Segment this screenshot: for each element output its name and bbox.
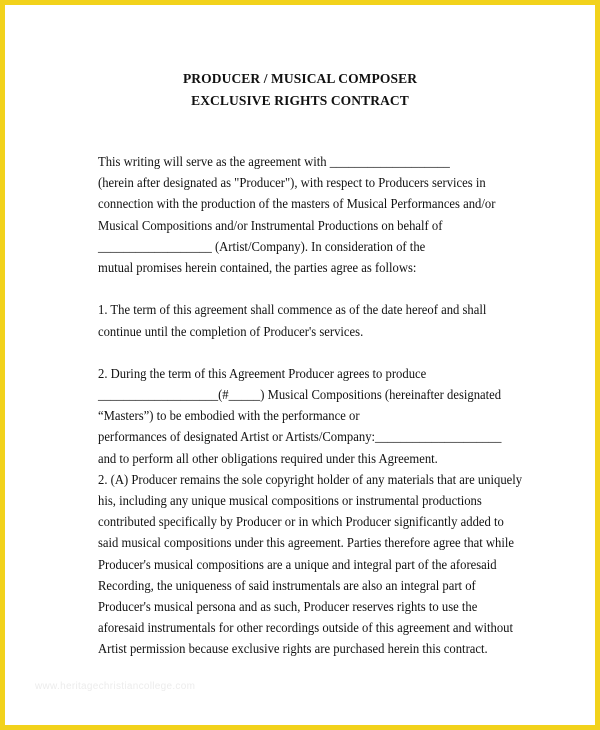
intro-line: (herein after designated as "Producer"), with respect to Producers services in xyxy=(98,175,486,191)
intro-paragraph xyxy=(98,151,507,278)
clause-2-line: “Masters”) to be embodied with the performance or xyxy=(98,408,360,424)
intro-line: connection with the production of the masters of Musical Performances and/or xyxy=(98,196,496,212)
clause-2a-line: his, including any unique musical compositions or instrumental productions xyxy=(98,493,482,508)
intro-line: This writing will serve as the agreement with ___________________ xyxy=(98,154,450,169)
clause-2-line: 2. During the term of this Agreement Producer agrees to produce xyxy=(98,365,427,381)
clause-2a-line: aforesaid instrumentals for other recordings outside of this agreement and without xyxy=(98,620,513,636)
clause-1-paragraph xyxy=(98,299,507,341)
clause-2a-line: Artist permission because exclusive rights are purchased herein this contract. xyxy=(98,641,488,657)
clause-2a-line: said musical compositions under this agreement. Parties therefore agree that while xyxy=(98,535,515,551)
intro-line: __________________ (Artist/Company). In consideration of the xyxy=(98,238,426,254)
clause-2a-line: contributed specifically by Producer or in which Producer significantly added to xyxy=(98,514,504,530)
clause-2-paragraph xyxy=(98,363,523,660)
clause-1-line: continue until the completion of Producer's services. xyxy=(98,323,364,339)
clause-2a-line: 2. (A) Producer remains the sole copyright holder of any materials that are uniquely xyxy=(98,471,523,487)
intro-line: Musical Compositions and/or Instrumental Productions on behalf of xyxy=(98,217,443,233)
clause-1-line: 1. The term of this agreement shall commence as of the date hereof and shall xyxy=(98,302,487,318)
title-line-2: EXCLUSIVE RIGHTS CONTRACT xyxy=(191,93,409,108)
paragraph-gap xyxy=(98,278,507,299)
document-page xyxy=(5,5,595,725)
clause-2a-line: Producer's musical compositions are a unique and integral part of the aforesaid xyxy=(98,556,497,572)
clause-2-line: performances of designated Artist or Artists/Company:____________________ xyxy=(98,429,502,445)
watermark: www.heritagechristiancollege.com xyxy=(35,681,196,692)
contract-body xyxy=(98,151,523,660)
title-line-1: PRODUCER / MUSICAL COMPOSER xyxy=(182,71,418,86)
clause-2a-line: Recording, the uniqueness of said instrumentals are also an integral part of xyxy=(98,577,476,593)
clause-2-line: and to perform all other obligations required under this Agreement. xyxy=(98,450,438,466)
paragraph-gap xyxy=(98,342,507,363)
clause-2-line: ___________________(#_____) Musical Compositions (hereinafter designated xyxy=(98,387,502,403)
intro-line: mutual promises herein contained, the parties agree as follows: xyxy=(98,259,417,275)
clause-2a-line: Producer's musical persona and as such, Producer reserves rights to use the xyxy=(98,598,478,614)
